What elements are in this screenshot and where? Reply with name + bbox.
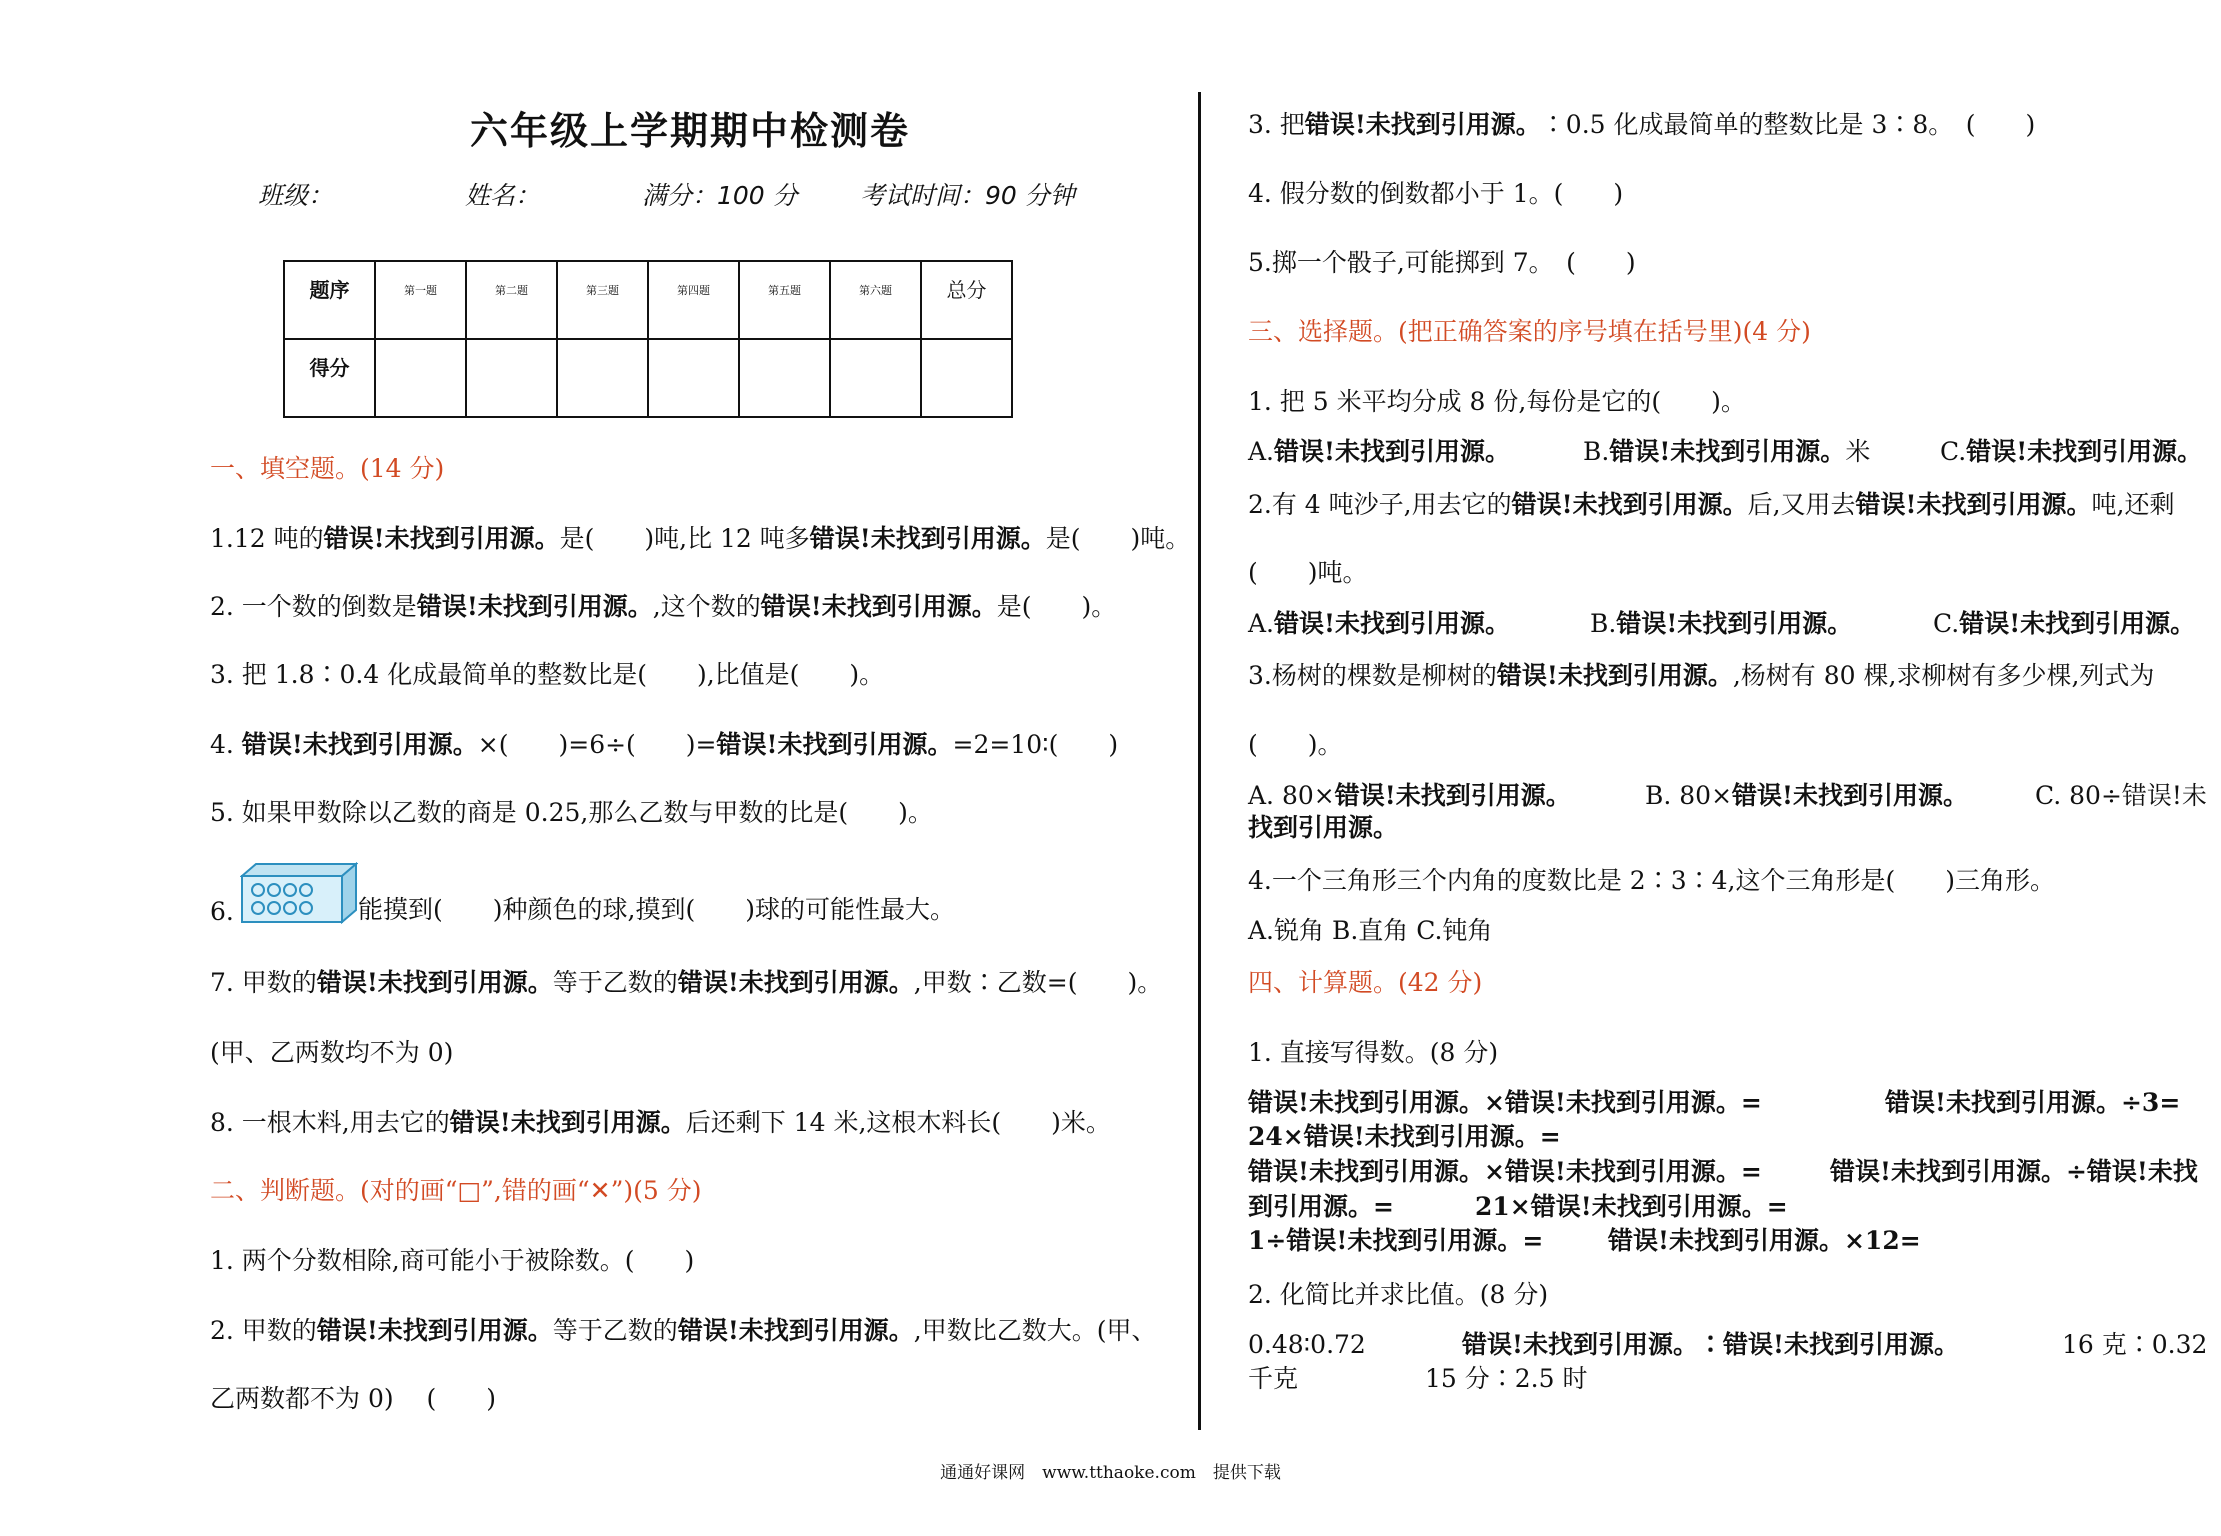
calc-4b: 21×错误!未找到引用源。= bbox=[1475, 1192, 1788, 1221]
question-3-3-option-b[interactable]: B. 80×错误!未找到引用源。 bbox=[1645, 781, 1969, 810]
score-cell[interactable] bbox=[557, 339, 648, 417]
section-2-title: 二、判断题。(对的画“□”,错的画“✕”)(5 分) bbox=[210, 1176, 702, 1205]
question-2-1: 1. 两个分数相除,商可能小于被除数。( ) bbox=[210, 1246, 695, 1275]
question-4-2: 2. 化简比并求比值。(8 分) bbox=[1248, 1280, 1549, 1309]
ratio-4: 15 分∶2.5 时 bbox=[1425, 1364, 1588, 1393]
class-label: 班级： bbox=[258, 181, 334, 210]
question-3-3: 3.杨树的棵数是柳树的错误!未找到引用源。,杨树有 80 棵,求柳树有多少棵,列式为 bbox=[1248, 661, 2155, 690]
ratio-2: 错误!未找到引用源。∶错误!未找到引用源。 bbox=[1462, 1330, 1959, 1359]
question-3-1: 1. 把 5 米平均分成 8 份,每份是它的( )。 bbox=[1248, 387, 1746, 416]
section-1-title: 一、填空题。(14 分) bbox=[210, 454, 445, 483]
score-table-header: 总分 bbox=[921, 261, 1012, 339]
page-title: 六年级上学期期中检测卷 bbox=[470, 109, 911, 153]
section-4-title: 四、计算题。(42 分) bbox=[1248, 968, 1483, 997]
score-table-header: 第六题 bbox=[830, 261, 921, 339]
exam-time: 考试时间：90 分钟 bbox=[860, 181, 1075, 210]
question-2-4: 4. 假分数的倒数都小于 1。( ) bbox=[1248, 179, 1624, 208]
question-1-4: 4. 错误!未找到引用源。×( )=6÷( )=错误!未找到引用源。=2=10∶( ) bbox=[210, 730, 1119, 759]
question-1-6-text: 能摸到( )种颜色的球,摸到( )球的可能性最大。 bbox=[358, 895, 955, 924]
score-cell[interactable] bbox=[466, 339, 557, 417]
score-cell[interactable] bbox=[921, 339, 1012, 417]
question-1-3: 3. 把 1.8∶0.4 化成最简单的整数比是( ),比值是( )。 bbox=[210, 660, 885, 689]
ratio-3-unit: 千克 bbox=[1248, 1364, 1299, 1393]
question-3-3-option-c-cont: 找到引用源。 bbox=[1248, 813, 1399, 842]
section-3-title: 三、选择题。(把正确答案的序号填在括号里)(4 分) bbox=[1248, 317, 1811, 346]
score-table-header: 第一题 bbox=[375, 261, 466, 339]
score-cell[interactable] bbox=[830, 339, 921, 417]
score-cell[interactable] bbox=[375, 339, 466, 417]
question-1-7: 7. 甲数的错误!未找到引用源。等于乙数的错误!未找到引用源。,甲数∶乙数=( )。 bbox=[210, 968, 1163, 997]
question-1-2: 2. 一个数的倒数是错误!未找到引用源。,这个数的错误!未找到引用源。是( )。 bbox=[210, 592, 1117, 621]
calc-5b: 错误!未找到引用源。×12= bbox=[1608, 1226, 1921, 1255]
question-3-3-option-a[interactable]: A. 80×错误!未找到引用源。 bbox=[1248, 781, 1571, 810]
question-2-3: 3. 把错误!未找到引用源。∶0.5 化成最简单的整数比是 3∶8。 ( ) bbox=[1248, 110, 2036, 139]
question-2-2-cont: 乙两数都不为 0) ( ) bbox=[210, 1384, 497, 1413]
score-cell[interactable] bbox=[739, 339, 830, 417]
question-2-5: 5.掷一个骰子,可能掷到 7。 ( ) bbox=[1248, 248, 1636, 277]
question-3-2-option-c[interactable]: C.错误!未找到引用源。 bbox=[1933, 609, 2196, 638]
question-1-5: 5. 如果甲数除以乙数的商是 0.25,那么乙数与甲数的比是( )。 bbox=[210, 798, 933, 827]
question-2-2: 2. 甲数的错误!未找到引用源。等于乙数的错误!未找到引用源。,甲数比乙数大。(甲、 bbox=[210, 1316, 1157, 1345]
question-3-4: 4.一个三角形三个内角的度数比是 2∶3∶4,这个三角形是( )三角形。 bbox=[1248, 866, 2055, 895]
question-3-2-option-b[interactable]: B.错误!未找到引用源。 bbox=[1590, 609, 1853, 638]
ball-box-icon bbox=[240, 862, 358, 924]
score-table-header: 题序 bbox=[284, 261, 375, 339]
calc-5a: 1÷错误!未找到引用源。= bbox=[1248, 1226, 1544, 1255]
score-table bbox=[283, 260, 1013, 418]
column-divider bbox=[1198, 92, 1201, 1430]
score-row-label: 得分 bbox=[284, 339, 375, 417]
calc-2: 24×错误!未找到引用源。= bbox=[1248, 1122, 1561, 1151]
calc-4a: 到引用源。= bbox=[1248, 1192, 1394, 1221]
name-label: 姓名： bbox=[465, 181, 541, 210]
question-3-3-cont: ( )。 bbox=[1248, 730, 1343, 759]
calc-1b: 错误!未找到引用源。÷3= bbox=[1885, 1088, 2181, 1117]
score-cell[interactable] bbox=[648, 339, 739, 417]
score-table-header: 第二题 bbox=[466, 261, 557, 339]
page-footer: 通通好课网 www.tthaoke.com 提供下载 bbox=[940, 1463, 1281, 1483]
question-3-1-option-a[interactable]: A.错误!未找到引用源。 bbox=[1248, 437, 1510, 466]
score-table-header: 第三题 bbox=[557, 261, 648, 339]
ratio-3: 16 克∶0.32 bbox=[2062, 1330, 2208, 1359]
score-table-header: 第五题 bbox=[739, 261, 830, 339]
question-3-3-option-c[interactable]: C. 80÷错误!未 bbox=[2035, 781, 2207, 810]
question-3-4-options[interactable]: A.锐角 B.直角 C.钝角 bbox=[1248, 916, 1493, 945]
question-3-1-option-c[interactable]: C.错误!未找到引用源。 bbox=[1940, 437, 2203, 466]
question-3-2-cont: ( )吨。 bbox=[1248, 558, 1368, 587]
question-4-1: 1. 直接写得数。(8 分) bbox=[1248, 1038, 1499, 1067]
question-1-6: 6. bbox=[210, 897, 234, 926]
score-table-header: 第四题 bbox=[648, 261, 739, 339]
question-1-8: 8. 一根木料,用去它的错误!未找到引用源。后还剩下 14 米,这根木料长( )米。 bbox=[210, 1108, 1111, 1137]
question-1-7-note: (甲、乙两数均不为 0) bbox=[210, 1038, 454, 1067]
calc-3b: 错误!未找到引用源。÷错误!未找 bbox=[1830, 1157, 2198, 1186]
calc-1a: 错误!未找到引用源。×错误!未找到引用源。= bbox=[1248, 1088, 1762, 1117]
question-3-1-option-b[interactable]: B.错误!未找到引用源。米 bbox=[1583, 437, 1871, 466]
question-3-2-option-a[interactable]: A.错误!未找到引用源。 bbox=[1248, 609, 1510, 638]
calc-3a: 错误!未找到引用源。×错误!未找到引用源。= bbox=[1248, 1157, 1762, 1186]
question-1-1: 1.12 吨的错误!未找到引用源。是( )吨,比 12 吨多错误!未找到引用源。是( )吨。 bbox=[210, 524, 1191, 553]
question-3-2: 2.有 4 吨沙子,用去它的错误!未找到引用源。后,又用去错误!未找到引用源。吨,还剩 bbox=[1248, 490, 2175, 519]
full-score: 满分：100 分 bbox=[642, 181, 798, 210]
ratio-1: 0.48∶0.72 bbox=[1248, 1330, 1366, 1359]
